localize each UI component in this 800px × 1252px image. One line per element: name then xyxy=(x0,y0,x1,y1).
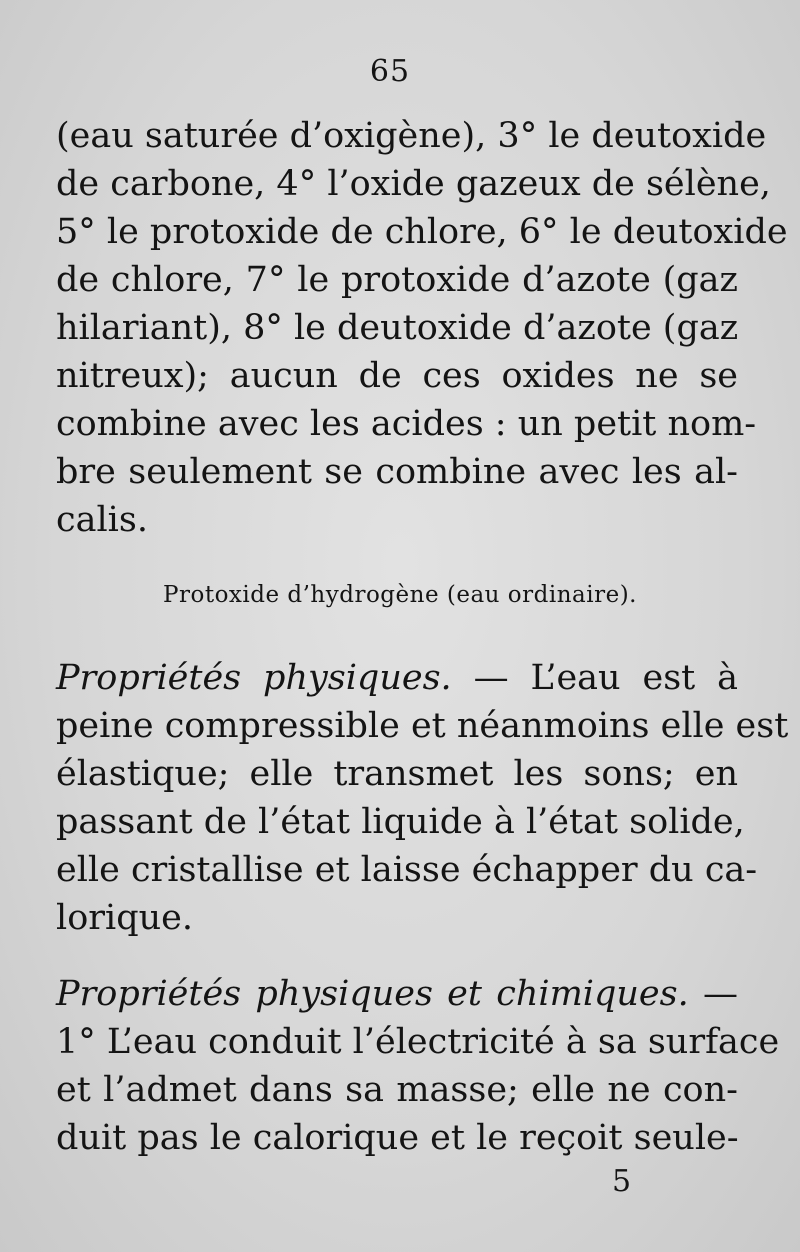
text-line: de carbone, 4° l’oxide gazeux de sélène, xyxy=(56,164,771,204)
text-line: passant de l’état liquide à l’état solide, xyxy=(56,802,745,842)
paragraph-heading: Propriétés physiques. xyxy=(56,658,452,698)
signature-mark: 5 xyxy=(612,1164,632,1199)
heading-continuation: — L’eau est à xyxy=(451,658,738,698)
paragraph-physical-properties xyxy=(56,654,789,942)
text-line: peine compressible et néanmoins elle est xyxy=(56,706,789,746)
text-line: duit pas le calorique et le reçoit seule- xyxy=(56,1118,739,1158)
text-line: combine avec les acides : un petit nom- xyxy=(56,404,757,444)
paragraph-physical-chemical-properties xyxy=(56,970,780,1162)
text-line: calis. xyxy=(56,500,148,540)
text-line: de chlore, 7° le protoxide d’azote (gaz xyxy=(56,260,738,300)
text-line: et l’admet dans sa masse; elle ne con- xyxy=(56,1070,738,1110)
text-line: nitreux); aucun de ces oxides ne se xyxy=(56,356,738,396)
text-line: hilariant), 8° le deutoxide d’azote (gaz xyxy=(56,308,739,348)
page-number: 65 xyxy=(369,54,411,89)
text-line: 1° L’eau conduit l’électricité à sa surface xyxy=(56,1022,780,1062)
text-line: (eau saturée d’oxigène), 3° le deutoxide xyxy=(56,116,767,156)
paragraph-oxides xyxy=(56,112,788,544)
text-line: lorique. xyxy=(56,898,193,938)
text-line: élastique; elle transmet les sons; en xyxy=(56,754,738,794)
text-line: elle cristallise et laisse échapper du ca- xyxy=(56,850,758,890)
text-line: bre seulement se combine avec les al- xyxy=(56,452,738,492)
text-line xyxy=(56,970,738,1018)
section-title: Protoxide d’hydrogène (eau ordinaire). xyxy=(163,582,637,608)
text-line: 5° le protoxide de chlore, 6° le deutoxide xyxy=(56,212,788,252)
heading-continuation: — xyxy=(688,974,738,1014)
paragraph-heading: Propriétés physiques et chimiques. xyxy=(56,974,689,1014)
text-line xyxy=(56,654,738,702)
